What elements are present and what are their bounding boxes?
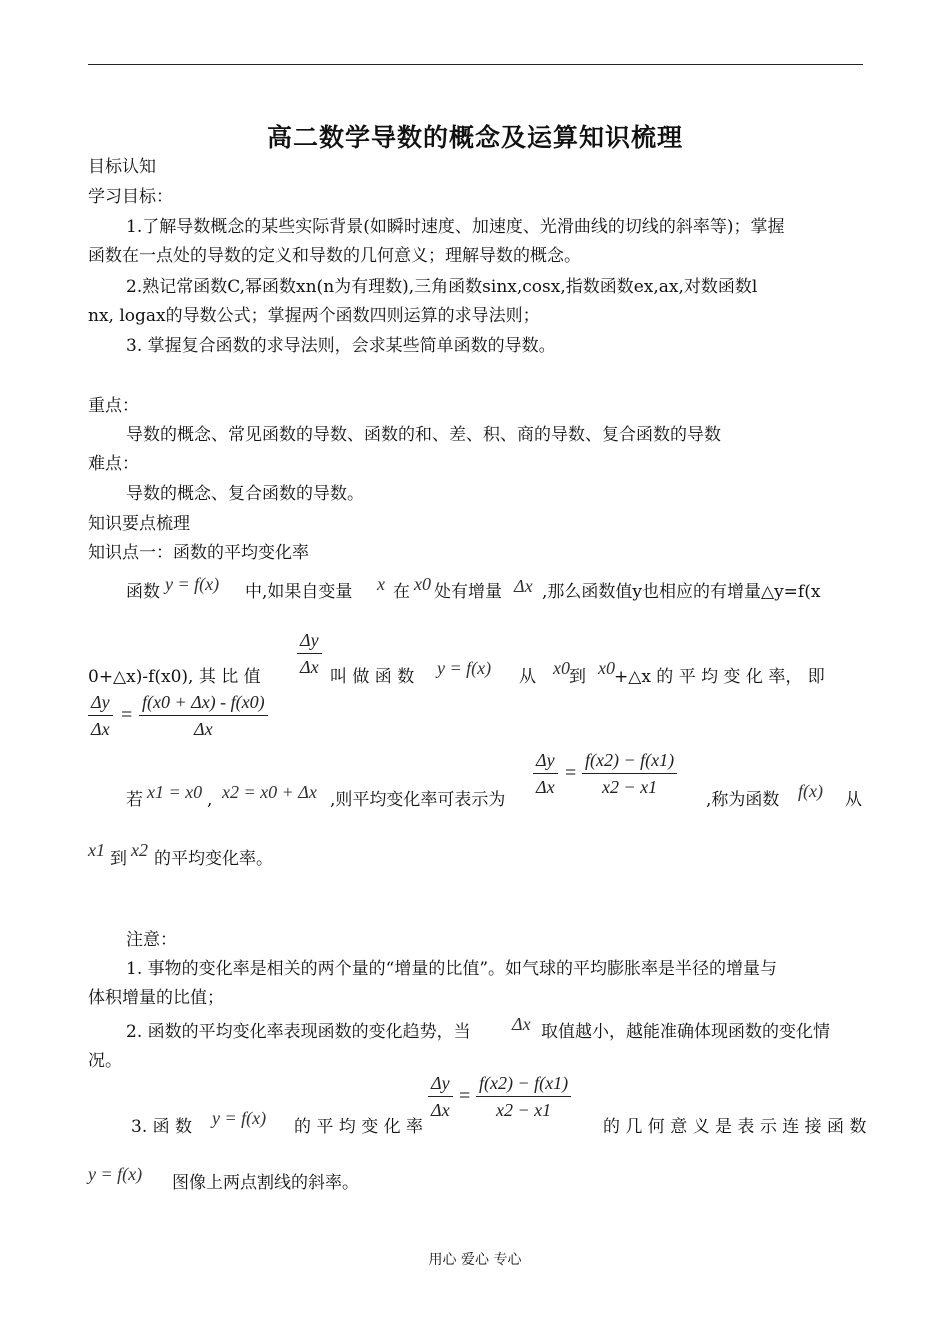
knowledge-point-1-heading: 知识点一：函数的平均变化率 [88,543,309,563]
fraction-secant-slope: $\frac{f(x2) - f(x1)}{x2 - x1}$ [582,750,677,798]
p1-text-4: 处有增量 [434,582,502,602]
page-footer: 用心 爱心 专心 [428,1252,522,1268]
goal-1-line-a: 1.了解导数概念的某些实际背景(如瞬时速度、加速度、光滑曲线的切线的斜率等)；掌握 [126,217,785,237]
math-f-x: f(x) [798,781,823,801]
math-x0-2: x0 [553,658,570,678]
fraction-dy-over-dx-2: $\frac{\Delta y}{\Delta x}$ [88,692,113,740]
note-1-line-b: 体积增量的比值； [88,988,224,1008]
math-y-equals-f-x-3: y = f(x) [212,1108,267,1128]
p2-text-2: , [207,790,213,810]
p2-text-5: 从 [845,790,862,810]
note-2-line-b: 况。 [88,1051,122,1071]
math-x: x [377,574,385,594]
equals-sign-2: = [565,762,577,784]
fraction-dy-over-dx: $\frac{\Delta y}{\Delta x}$ [297,630,322,678]
p1-text-1: 函数 [126,582,160,602]
notes-label: 注意： [126,930,177,950]
p2-text-1: 若 [126,790,143,810]
difficult-points-label: 难点： [88,454,139,474]
goal-2-line-a: 2.熟记常函数C,幂函数xn(n为有理数),三角函数sinx,cosx,指数函数ex,ax,对数函数l [126,277,758,297]
p1-text-6: 0+△x)-f(x0), 其 比 值 [88,667,261,687]
p1-text-5: ,那么函数值y也相应的有增量△y=f(x [542,582,821,602]
note-3-text-b: 的 平 均 变 化 率 [294,1117,424,1137]
math-delta-x-2: Δx [512,1014,531,1034]
p1-text-9: 到 [569,667,586,687]
math-y-equals-f-x-4: y = f(x) [88,1164,143,1184]
goal-2-line-b: nx, logax的导数公式；掌握两个函数四则运算的求导法则； [88,306,540,326]
key-points-label: 重点： [88,396,139,416]
math-y-equals-f-x-2: y = f(x) [437,658,492,678]
fraction-dy-over-dx-4: $\frac{\Delta y}{\Delta x}$ [428,1073,453,1121]
fraction-dy-over-dx-3: $\frac{\Delta y}{\Delta x}$ [533,750,558,798]
note-3-line-b: 图像上两点割线的斜率。 [172,1173,359,1193]
p2-text-3: ,则平均变化率可表示为 [330,790,506,810]
p1-text-2: 中,如果自变量 [245,582,353,602]
math-x0: x0 [414,574,431,594]
goal-3: 3. 掌握复合函数的求导法则，会求某些简单函数的导数。 [126,336,556,356]
header-rule [88,64,863,65]
p2-text-6: 到 [110,849,127,869]
p1-text-10: +△x 的 平 均 变 化 率， 即 [614,667,825,687]
section-learning-goals: 学习目标： [88,187,173,207]
math-x2-equals-x0-plus-dx: x2 = x0 + Δx [222,782,317,802]
p2-text-7: 的平均变化率。 [154,849,273,869]
key-points-text: 导数的概念、常见函数的导数、函数的和、差、积、商的导数、复合函数的导数 [126,425,721,445]
note-2-text-b: 取值越小，越能准确体现函数的变化情 [541,1022,830,1042]
fraction-difference-quotient: $\frac{f(x0 + \Delta x) - f(x0)}{\Delta x}$ [139,692,268,740]
math-x2: x2 [131,840,148,860]
goal-1-line-b: 函数在一点处的导数的定义和导数的几何意义；理解导数的概念。 [88,246,581,266]
p2-text-4: ,称为函数 [706,790,780,810]
equals-sign-3: = [459,1085,471,1107]
note-2-text-a: 2. 函数的平均变化率表现函数的变化趋势，当 [126,1022,471,1042]
p1-text-3: 在 [393,582,410,602]
difficult-points-text: 导数的概念、复合函数的导数。 [126,484,364,504]
math-x1: x1 [88,840,105,860]
math-x1-equals-x0: x1 = x0 [147,782,203,802]
fraction-secant-slope-2: $\frac{f(x2) - f(x1)}{x2 - x1}$ [476,1073,571,1121]
note-1-line-a: 1. 事物的变化率是相关的两个量的“增量的比值”。如气球的平均膨胀率是半径的增量与 [126,959,778,979]
page-title: 高二数学导数的概念及运算知识梳理 [266,123,683,152]
p1-text-7: 叫 做 函 数 [330,667,415,687]
p1-text-8: 从 [519,667,536,687]
knowledge-summary-heading: 知识要点梳理 [88,514,190,534]
math-y-equals-f-x: y = f(x) [165,574,220,594]
equals-sign: = [121,704,133,726]
math-delta-x: Δx [514,576,533,596]
note-3-text-c: 的 几 何 意 义 是 表 示 连 接 函 数 [603,1117,867,1137]
section-goal-awareness: 目标认知 [88,157,156,177]
math-x0-3: x0 [598,658,615,678]
note-3-text-a: 3. 函 数 [131,1117,193,1137]
